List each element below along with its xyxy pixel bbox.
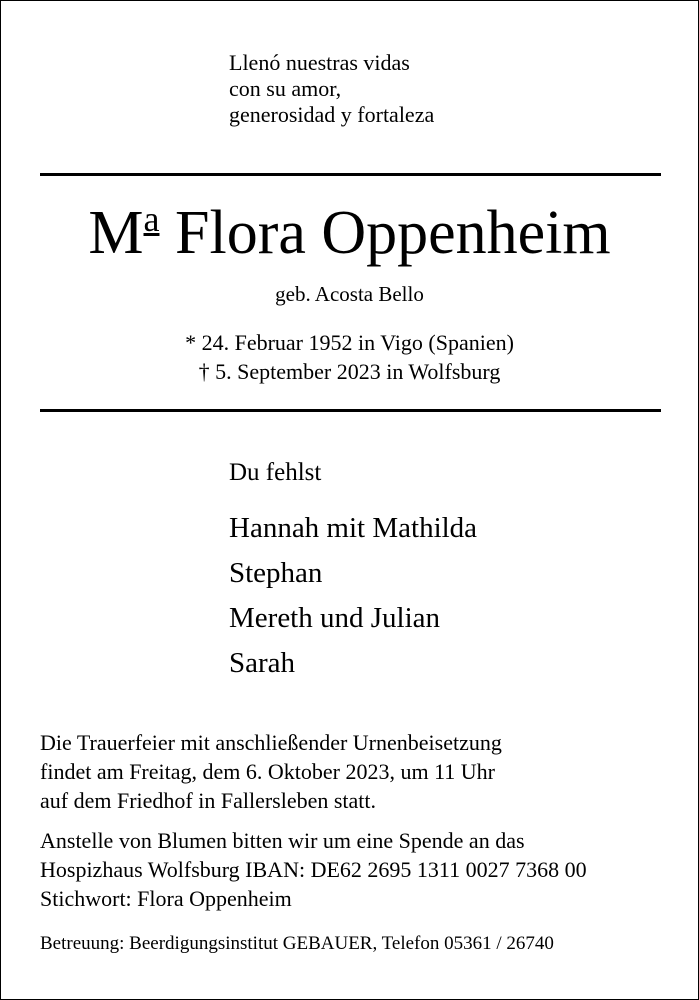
ceremony-info <box>40 728 502 815</box>
birth-date: * 24. Februar 1952 in Vigo (Spanien) <box>185 330 514 355</box>
birth-name: geb. Acosta Bello <box>275 282 424 306</box>
motto <box>229 50 434 128</box>
donation-line: Hospizhaus Wolfsburg IBAN: DE62 2695 1311 0027 7368 00 <box>40 857 587 882</box>
ceremony-line: Die Trauerfeier mit anschließender Urnenbeisetzung <box>40 730 502 755</box>
funeral-home-credit: Betreuung: Beerdigungsinstitut GEBAUER, Telefon 05361 / 26740 <box>40 933 554 954</box>
mourner-name: Stephan <box>229 557 323 589</box>
donation-line: Stichwort: Flora Oppenheim <box>40 886 292 911</box>
ceremony-line: findet am Freitag, dem 6. Oktober 2023, um 11 Uhr <box>40 759 495 784</box>
motto-line: Llenó nuestras vidas <box>229 50 410 75</box>
motto-line: generosidad y fortaleza <box>229 102 435 127</box>
name-ordinal: a <box>143 199 160 239</box>
donation-line: Anstelle von Blumen bitten wir um eine Spende an das <box>40 828 525 853</box>
mourner-name: Mereth und Julian <box>229 602 441 634</box>
ceremony-line: auf dem Friedhof in Fallersleben statt. <box>40 788 377 813</box>
divider-top <box>40 173 661 176</box>
life-dates <box>1 328 698 386</box>
name-prefix: M <box>88 199 144 267</box>
mourner-name: Hannah mit Mathilda <box>229 512 478 544</box>
death-date: † 5. September 2023 in Wolfsburg <box>198 359 501 384</box>
mourning-intro: Du fehlst <box>229 459 322 486</box>
motto-line: con su amor, <box>229 76 342 101</box>
name-rest: Flora Oppenheim <box>159 199 611 267</box>
deceased-name <box>1 195 698 271</box>
donation-info <box>40 826 587 913</box>
mourner-list <box>229 506 477 686</box>
divider-bottom <box>40 409 661 412</box>
mourner-name: Sarah <box>229 647 296 679</box>
